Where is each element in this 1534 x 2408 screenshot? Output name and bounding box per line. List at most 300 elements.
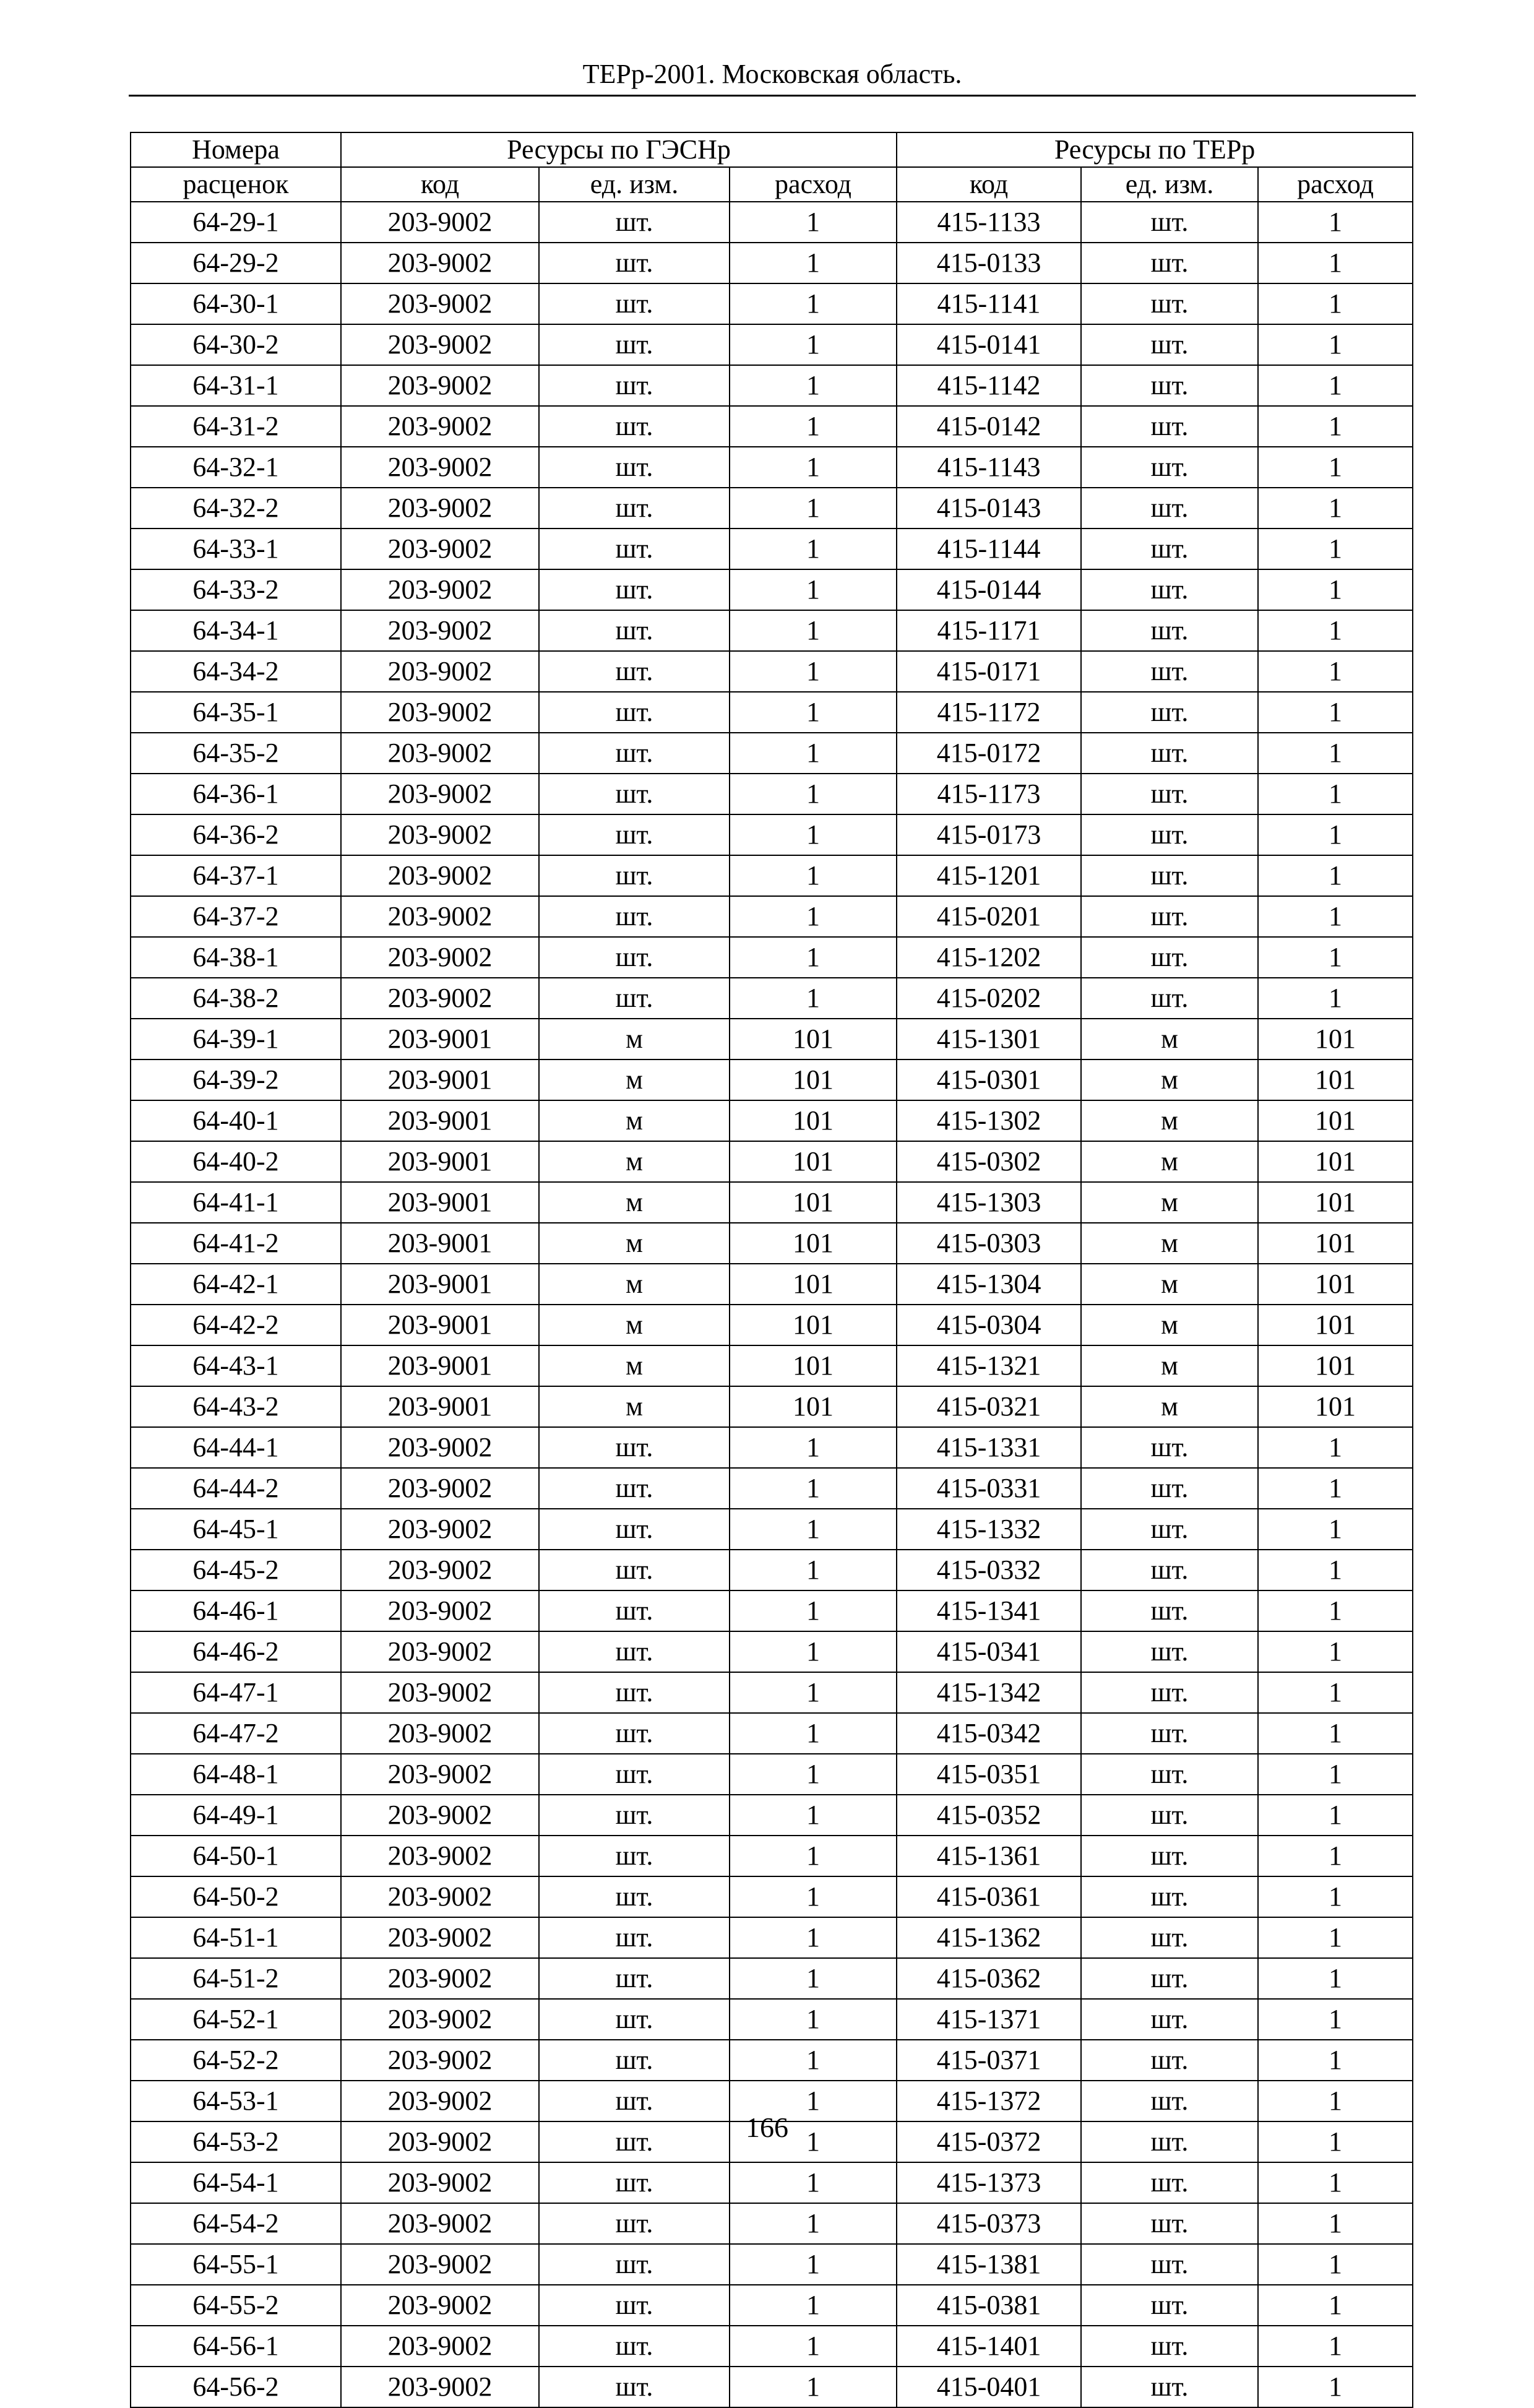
rate-number-cell: 64-53-1 — [131, 2081, 341, 2121]
ter-code-cell: 415-0342 — [897, 1713, 1081, 1754]
ter-unit-cell: м — [1081, 1100, 1258, 1141]
ter-unit-cell: шт. — [1081, 1672, 1258, 1713]
rate-number-cell: 64-39-2 — [131, 1059, 341, 1100]
ter-rate-cell: 1 — [1258, 2285, 1413, 2326]
table-row — [131, 2244, 1413, 2285]
rate-number-cell: 64-31-1 — [131, 365, 341, 406]
gesn-code-cell: 203-9002 — [341, 1917, 539, 1958]
ter-rate-cell: 101 — [1258, 1182, 1413, 1223]
ter-code-cell: 415-0362 — [897, 1958, 1081, 1999]
ter-unit-cell: шт. — [1081, 978, 1258, 1019]
rate-number-cell: 64-37-1 — [131, 855, 341, 896]
gesn-unit-cell: шт. — [539, 2081, 730, 2121]
table-row — [131, 937, 1413, 978]
table-row — [131, 1713, 1413, 1754]
table-row — [131, 1672, 1413, 1713]
ter-rate-cell: 1 — [1258, 1836, 1413, 1876]
table-row — [131, 2040, 1413, 2081]
gesn-rate-cell: 1 — [730, 1631, 897, 1672]
table-row — [131, 610, 1413, 651]
gesn-rate-cell: 1 — [730, 2367, 897, 2407]
gesn-rate-cell: 1 — [730, 488, 897, 529]
gesn-rate-cell: 1 — [730, 447, 897, 488]
rate-number-cell: 64-35-1 — [131, 692, 341, 733]
header-group-ter: Ресурсы по ТЕРр — [897, 132, 1413, 167]
gesn-rate-cell: 1 — [730, 406, 897, 447]
ter-unit-cell: м — [1081, 1264, 1258, 1305]
table-row — [131, 774, 1413, 814]
ter-unit-cell: шт. — [1081, 202, 1258, 243]
gesn-rate-cell: 101 — [730, 1141, 897, 1182]
gesn-code-cell: 203-9002 — [341, 733, 539, 774]
ter-unit-cell: шт. — [1081, 1795, 1258, 1836]
gesn-rate-cell: 101 — [730, 1182, 897, 1223]
gesn-unit-cell: м — [539, 1182, 730, 1223]
gesn-code-cell: 203-9002 — [341, 1754, 539, 1795]
ter-code-cell: 415-1331 — [897, 1427, 1081, 1468]
rate-number-cell: 64-31-2 — [131, 406, 341, 447]
ter-rate-cell: 1 — [1258, 1590, 1413, 1631]
ter-unit-cell: м — [1081, 1386, 1258, 1427]
gesn-rate-cell: 1 — [730, 529, 897, 569]
rate-number-cell: 64-40-2 — [131, 1141, 341, 1182]
gesn-rate-cell: 1 — [730, 814, 897, 855]
header-group-gesn: Ресурсы по ГЭСНр — [341, 132, 897, 167]
gesn-rate-cell: 1 — [730, 2040, 897, 2081]
ter-code-cell: 415-1172 — [897, 692, 1081, 733]
gesn-unit-cell: шт. — [539, 1631, 730, 1672]
gesn-rate-cell: 1 — [730, 2285, 897, 2326]
gesn-unit-cell: шт. — [539, 529, 730, 569]
table-row — [131, 569, 1413, 610]
gesn-code-cell: 203-9002 — [341, 283, 539, 324]
ter-unit-cell: шт. — [1081, 2326, 1258, 2367]
gesn-rate-cell: 1 — [730, 2326, 897, 2367]
gesn-code-cell: 203-9002 — [341, 610, 539, 651]
ter-unit-cell: шт. — [1081, 1468, 1258, 1509]
ter-unit-cell: м — [1081, 1345, 1258, 1386]
ter-rate-cell: 1 — [1258, 324, 1413, 365]
ter-unit-cell: шт. — [1081, 855, 1258, 896]
ter-code-cell: 415-0352 — [897, 1795, 1081, 1836]
gesn-code-cell: 203-9002 — [341, 569, 539, 610]
ter-unit-cell: шт. — [1081, 1427, 1258, 1468]
header-numbers-line2: расценок — [131, 167, 341, 202]
gesn-rate-cell: 1 — [730, 2081, 897, 2121]
rate-number-cell: 64-50-1 — [131, 1836, 341, 1876]
gesn-code-cell: 203-9001 — [341, 1345, 539, 1386]
gesn-unit-cell: шт. — [539, 569, 730, 610]
page-header: ТЕРр-2001. Московская область. — [582, 59, 962, 89]
gesn-rate-cell: 1 — [730, 692, 897, 733]
gesn-unit-cell: шт. — [539, 406, 730, 447]
table-row — [131, 2162, 1413, 2203]
gesn-unit-cell: шт. — [539, 896, 730, 937]
gesn-rate-cell: 1 — [730, 2162, 897, 2203]
ter-code-cell: 415-0141 — [897, 324, 1081, 365]
ter-code-cell: 415-1143 — [897, 447, 1081, 488]
table-row — [131, 243, 1413, 283]
table-row — [131, 1795, 1413, 1836]
ter-rate-cell: 1 — [1258, 1672, 1413, 1713]
table-row — [131, 2203, 1413, 2244]
ter-code-cell: 415-1202 — [897, 937, 1081, 978]
ter-unit-cell: шт. — [1081, 1876, 1258, 1917]
ter-rate-cell: 1 — [1258, 814, 1413, 855]
ter-rate-cell: 1 — [1258, 488, 1413, 529]
gesn-unit-cell: шт. — [539, 1999, 730, 2040]
ter-unit-cell: м — [1081, 1141, 1258, 1182]
ter-rate-cell: 1 — [1258, 1631, 1413, 1672]
ter-code-cell: 415-1173 — [897, 774, 1081, 814]
gesn-unit-cell: шт. — [539, 2162, 730, 2203]
ter-code-cell: 415-0201 — [897, 896, 1081, 937]
gesn-unit-cell: шт. — [539, 937, 730, 978]
ter-rate-cell: 1 — [1258, 2203, 1413, 2244]
ter-code-cell: 415-0304 — [897, 1305, 1081, 1345]
rate-number-cell: 64-50-2 — [131, 1876, 341, 1917]
gesn-code-cell: 203-9002 — [341, 2285, 539, 2326]
gesn-rate-cell: 1 — [730, 1917, 897, 1958]
table-row — [131, 1305, 1413, 1345]
ter-unit-cell: шт. — [1081, 2040, 1258, 2081]
ter-rate-cell: 1 — [1258, 896, 1413, 937]
gesn-code-cell: 203-9001 — [341, 1182, 539, 1223]
table-row — [131, 324, 1413, 365]
ter-unit-cell: шт. — [1081, 283, 1258, 324]
gesn-rate-cell: 1 — [730, 324, 897, 365]
gesn-code-cell: 203-9002 — [341, 1427, 539, 1468]
ter-rate-cell: 1 — [1258, 1754, 1413, 1795]
rate-number-cell: 64-51-1 — [131, 1917, 341, 1958]
header-rule — [129, 95, 1416, 97]
gesn-code-cell: 203-9002 — [341, 488, 539, 529]
ter-code-cell: 415-0303 — [897, 1223, 1081, 1264]
gesn-unit-cell: шт. — [539, 488, 730, 529]
table-row — [131, 1754, 1413, 1795]
gesn-rate-cell: 1 — [730, 1958, 897, 1999]
ter-code-cell: 415-1342 — [897, 1672, 1081, 1713]
gesn-code-cell: 203-9002 — [341, 1999, 539, 2040]
ter-unit-cell: шт. — [1081, 2285, 1258, 2326]
gesn-code-cell: 203-9002 — [341, 692, 539, 733]
ter-code-cell: 415-0301 — [897, 1059, 1081, 1100]
ter-code-cell: 415-1373 — [897, 2162, 1081, 2203]
ter-code-cell: 415-0202 — [897, 978, 1081, 1019]
gesn-code-cell: 203-9002 — [341, 978, 539, 1019]
ter-code-cell: 415-1144 — [897, 529, 1081, 569]
table-row — [131, 1264, 1413, 1305]
gesn-unit-cell: шт. — [539, 2040, 730, 2081]
gesn-code-cell: 203-9002 — [341, 1468, 539, 1509]
table-row — [131, 1550, 1413, 1590]
ter-rate-cell: 101 — [1258, 1223, 1413, 1264]
ter-code-cell: 415-0401 — [897, 2367, 1081, 2407]
ter-unit-cell: м — [1081, 1305, 1258, 1345]
table-row — [131, 733, 1413, 774]
ter-code-cell: 415-0332 — [897, 1550, 1081, 1590]
gesn-unit-cell: м — [539, 1019, 730, 1059]
gesn-unit-cell: шт. — [539, 1836, 730, 1876]
gesn-rate-cell: 101 — [730, 1059, 897, 1100]
page-number: 166 — [746, 2112, 788, 2143]
gesn-unit-cell: шт. — [539, 692, 730, 733]
header-gesn-unit: ед. изм. — [539, 167, 730, 202]
ter-unit-cell: шт. — [1081, 529, 1258, 569]
table-row — [131, 1386, 1413, 1427]
gesn-unit-cell: шт. — [539, 1917, 730, 1958]
rate-number-cell: 64-46-1 — [131, 1590, 341, 1631]
ter-unit-cell: шт. — [1081, 2081, 1258, 2121]
ter-unit-cell: шт. — [1081, 1550, 1258, 1590]
gesn-unit-cell: шт. — [539, 651, 730, 692]
ter-code-cell: 415-0133 — [897, 243, 1081, 283]
ter-code-cell: 415-0143 — [897, 488, 1081, 529]
ter-rate-cell: 1 — [1258, 2367, 1413, 2407]
gesn-unit-cell: м — [539, 1141, 730, 1182]
table-row — [131, 2326, 1413, 2367]
ter-unit-cell: шт. — [1081, 1917, 1258, 1958]
rate-number-cell: 64-53-2 — [131, 2121, 341, 2162]
gesn-rate-cell: 1 — [730, 1876, 897, 1917]
rate-number-cell: 64-30-2 — [131, 324, 341, 365]
gesn-code-cell: 203-9002 — [341, 1509, 539, 1550]
rate-number-cell: 64-32-1 — [131, 447, 341, 488]
gesn-unit-cell: шт. — [539, 283, 730, 324]
ter-code-cell: 415-0341 — [897, 1631, 1081, 1672]
ter-unit-cell: шт. — [1081, 2244, 1258, 2285]
table-row — [131, 1590, 1413, 1631]
gesn-unit-cell: шт. — [539, 610, 730, 651]
table-row — [131, 814, 1413, 855]
gesn-rate-cell: 101 — [730, 1386, 897, 1427]
rate-number-cell: 64-29-2 — [131, 243, 341, 283]
rate-number-cell: 64-36-1 — [131, 774, 341, 814]
gesn-rate-cell: 101 — [730, 1019, 897, 1059]
ter-unit-cell: м — [1081, 1223, 1258, 1264]
rate-number-cell: 64-48-1 — [131, 1754, 341, 1795]
gesn-code-cell: 203-9002 — [341, 324, 539, 365]
rate-number-cell: 64-41-1 — [131, 1182, 341, 1223]
gesn-rate-cell: 1 — [730, 202, 897, 243]
gesn-code-cell: 203-9002 — [341, 814, 539, 855]
gesn-code-cell: 203-9002 — [341, 1672, 539, 1713]
ter-unit-cell: шт. — [1081, 1958, 1258, 1999]
table-row — [131, 2285, 1413, 2326]
ter-unit-cell: шт. — [1081, 406, 1258, 447]
ter-rate-cell: 1 — [1258, 447, 1413, 488]
gesn-rate-cell: 1 — [730, 937, 897, 978]
rate-number-cell: 64-29-1 — [131, 202, 341, 243]
rate-number-cell: 64-40-1 — [131, 1100, 341, 1141]
gesn-unit-cell: м — [539, 1223, 730, 1264]
ter-rate-cell: 1 — [1258, 2081, 1413, 2121]
ter-rate-cell: 1 — [1258, 1427, 1413, 1468]
rate-number-cell: 64-45-1 — [131, 1509, 341, 1550]
ter-rate-cell: 1 — [1258, 2121, 1413, 2162]
gesn-rate-cell: 1 — [730, 733, 897, 774]
gesn-unit-cell: шт. — [539, 774, 730, 814]
ter-unit-cell: шт. — [1081, 1713, 1258, 1754]
gesn-rate-cell: 1 — [730, 1836, 897, 1876]
ter-rate-cell: 1 — [1258, 937, 1413, 978]
ter-unit-cell: шт. — [1081, 488, 1258, 529]
header-ter-unit: ед. изм. — [1081, 167, 1258, 202]
gesn-unit-cell: шт. — [539, 1427, 730, 1468]
ter-rate-cell: 1 — [1258, 2244, 1413, 2285]
gesn-unit-cell: м — [539, 1305, 730, 1345]
gesn-rate-cell: 1 — [730, 774, 897, 814]
gesn-code-cell: 203-9001 — [341, 1059, 539, 1100]
rate-number-cell: 64-30-1 — [131, 283, 341, 324]
table-row — [131, 1059, 1413, 1100]
ter-code-cell: 415-1401 — [897, 2326, 1081, 2367]
ter-rate-cell: 1 — [1258, 1999, 1413, 2040]
ter-unit-cell: шт. — [1081, 610, 1258, 651]
rate-number-cell: 64-42-1 — [131, 1264, 341, 1305]
ter-unit-cell: шт. — [1081, 814, 1258, 855]
gesn-rate-cell: 1 — [730, 1795, 897, 1836]
rate-number-cell: 64-46-2 — [131, 1631, 341, 1672]
ter-rate-cell: 1 — [1258, 2326, 1413, 2367]
ter-code-cell: 415-1381 — [897, 2244, 1081, 2285]
ter-unit-cell: шт. — [1081, 896, 1258, 937]
ter-code-cell: 415-1142 — [897, 365, 1081, 406]
gesn-rate-cell: 1 — [730, 896, 897, 937]
gesn-code-cell: 203-9001 — [341, 1100, 539, 1141]
rate-number-cell: 64-43-1 — [131, 1345, 341, 1386]
table-row — [131, 1958, 1413, 1999]
table-row — [131, 1836, 1413, 1876]
ter-code-cell: 415-0142 — [897, 406, 1081, 447]
table-row — [131, 283, 1413, 324]
ter-unit-cell: шт. — [1081, 937, 1258, 978]
gesn-rate-cell: 1 — [730, 1509, 897, 1550]
gesn-rate-cell: 101 — [730, 1100, 897, 1141]
ter-unit-cell: шт. — [1081, 692, 1258, 733]
ter-unit-cell: шт. — [1081, 2203, 1258, 2244]
rate-number-cell: 64-41-2 — [131, 1223, 341, 1264]
ter-unit-cell: м — [1081, 1019, 1258, 1059]
gesn-rate-cell: 1 — [730, 610, 897, 651]
gesn-rate-cell: 1 — [730, 2121, 897, 2162]
gesn-code-cell: 203-9002 — [341, 2244, 539, 2285]
gesn-unit-cell: шт. — [539, 733, 730, 774]
ter-rate-cell: 101 — [1258, 1100, 1413, 1141]
table-row — [131, 365, 1413, 406]
rate-number-cell: 64-33-2 — [131, 569, 341, 610]
table-row — [131, 529, 1413, 569]
rate-number-cell: 64-43-2 — [131, 1386, 341, 1427]
table-row — [131, 202, 1413, 243]
table-row — [131, 2367, 1413, 2407]
table-row — [131, 1223, 1413, 1264]
table-row — [131, 1019, 1413, 1059]
ter-rate-cell: 101 — [1258, 1345, 1413, 1386]
ter-code-cell: 415-1372 — [897, 2081, 1081, 2121]
ter-rate-cell: 1 — [1258, 1917, 1413, 1958]
gesn-rate-cell: 1 — [730, 1999, 897, 2040]
gesn-unit-cell: шт. — [539, 978, 730, 1019]
ter-rate-cell: 1 — [1258, 651, 1413, 692]
rate-number-cell: 64-47-2 — [131, 1713, 341, 1754]
gesn-code-cell: 203-9002 — [341, 1795, 539, 1836]
gesn-code-cell: 203-9001 — [341, 1386, 539, 1427]
ter-code-cell: 415-1304 — [897, 1264, 1081, 1305]
ter-code-cell: 415-1141 — [897, 283, 1081, 324]
ter-unit-cell: шт. — [1081, 1836, 1258, 1876]
ter-rate-cell: 1 — [1258, 283, 1413, 324]
ter-rate-cell: 1 — [1258, 774, 1413, 814]
ter-unit-cell: шт. — [1081, 324, 1258, 365]
gesn-rate-cell: 1 — [730, 1427, 897, 1468]
gesn-unit-cell: м — [539, 1100, 730, 1141]
gesn-unit-cell: шт. — [539, 1713, 730, 1754]
rate-number-cell: 64-42-2 — [131, 1305, 341, 1345]
gesn-rate-cell: 1 — [730, 2203, 897, 2244]
table-row — [131, 896, 1413, 937]
gesn-unit-cell: шт. — [539, 243, 730, 283]
gesn-code-cell: 203-9002 — [341, 1876, 539, 1917]
gesn-rate-cell: 1 — [730, 2244, 897, 2285]
rate-number-cell: 64-52-2 — [131, 2040, 341, 2081]
gesn-unit-cell: шт. — [539, 2203, 730, 2244]
gesn-rate-cell: 1 — [730, 1550, 897, 1590]
gesn-code-cell: 203-9002 — [341, 447, 539, 488]
table-row — [131, 855, 1413, 896]
ter-code-cell: 415-1171 — [897, 610, 1081, 651]
ter-code-cell: 415-1332 — [897, 1509, 1081, 1550]
rate-number-cell: 64-38-2 — [131, 978, 341, 1019]
ter-rate-cell: 1 — [1258, 1468, 1413, 1509]
ter-code-cell: 415-0371 — [897, 2040, 1081, 2081]
gesn-unit-cell: м — [539, 1386, 730, 1427]
gesn-unit-cell: м — [539, 1345, 730, 1386]
ter-code-cell: 415-0381 — [897, 2285, 1081, 2326]
gesn-unit-cell: шт. — [539, 1550, 730, 1590]
ter-code-cell: 415-0173 — [897, 814, 1081, 855]
gesn-code-cell: 203-9002 — [341, 774, 539, 814]
header-ter-code: код — [897, 167, 1081, 202]
gesn-code-cell: 203-9002 — [341, 937, 539, 978]
ter-rate-cell: 1 — [1258, 406, 1413, 447]
ter-rate-cell: 1 — [1258, 243, 1413, 283]
ter-unit-cell: шт. — [1081, 733, 1258, 774]
ter-code-cell: 415-0302 — [897, 1141, 1081, 1182]
ter-code-cell: 415-1362 — [897, 1917, 1081, 1958]
gesn-code-cell: 203-9001 — [341, 1223, 539, 1264]
gesn-unit-cell: шт. — [539, 1795, 730, 1836]
ter-unit-cell: шт. — [1081, 1754, 1258, 1795]
ter-rate-cell: 1 — [1258, 202, 1413, 243]
table-row — [131, 1999, 1413, 2040]
gesn-rate-cell: 1 — [730, 855, 897, 896]
gesn-unit-cell: шт. — [539, 855, 730, 896]
gesn-code-cell: 203-9001 — [341, 1141, 539, 1182]
header-ter-rate: расход — [1258, 167, 1413, 202]
ter-code-cell: 415-1302 — [897, 1100, 1081, 1141]
gesn-unit-cell: шт. — [539, 2326, 730, 2367]
table-row — [131, 1427, 1413, 1468]
ter-code-cell: 415-1341 — [897, 1590, 1081, 1631]
gesn-rate-cell: 101 — [730, 1305, 897, 1345]
gesn-unit-cell: шт. — [539, 814, 730, 855]
header-gesn-code: код — [341, 167, 539, 202]
gesn-unit-cell: шт. — [539, 2121, 730, 2162]
rate-number-cell: 64-49-1 — [131, 1795, 341, 1836]
table-row — [131, 1876, 1413, 1917]
ter-unit-cell: шт. — [1081, 774, 1258, 814]
